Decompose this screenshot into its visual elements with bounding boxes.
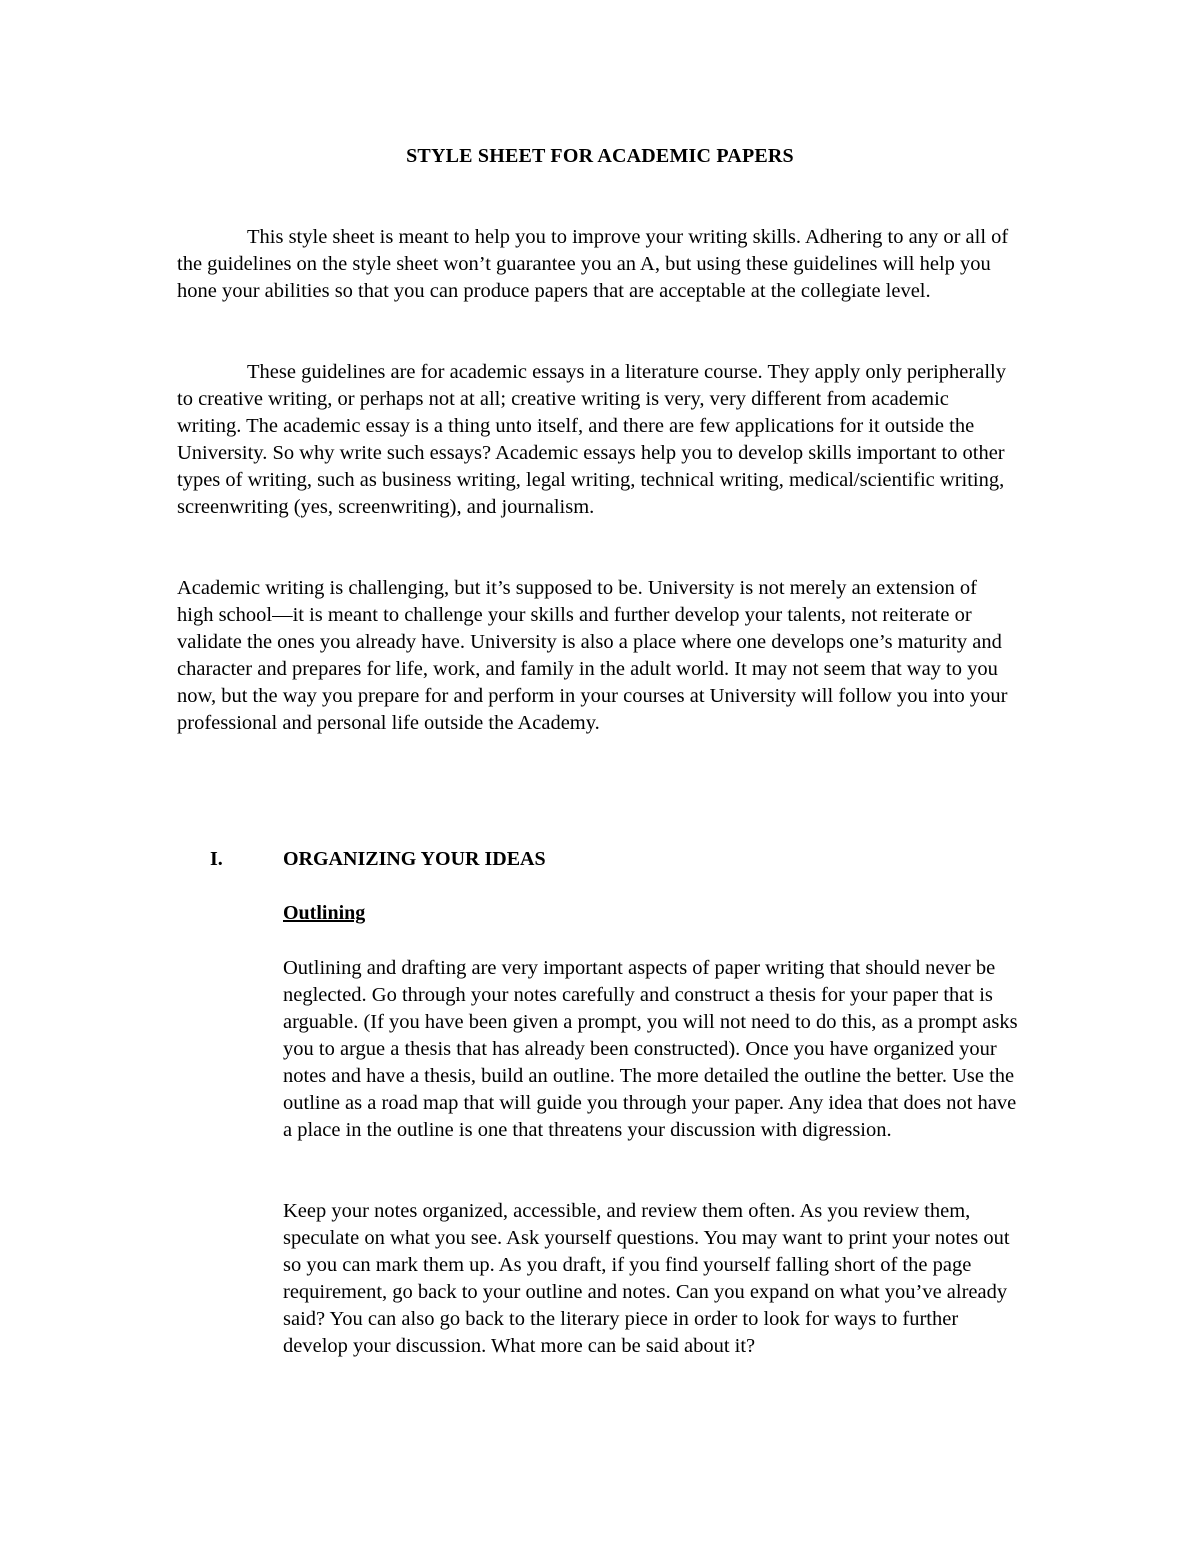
section-paragraph-1: Outlining and drafting are very important aspects of paper writing that should never be neglected. Go through your notes carefully and construct a thesis for your paper that is arguable. (If you have been given a prompt, you will not need to do this, as a prompt asks you to argue a thesis that has already been constructed). Once you have organized your notes and have a thesis, build an outline. The more detailed the outline the better. Use the outline as a road map that will guide you through your paper. Any idea that does not have a place in the outline is one that threatens your discussion with digression. — [283, 957, 1018, 1141]
intro-paragraph-2: These guidelines are for academic essays in a literature course. They apply only peripherally to creative writing, or perhaps not at all; creative writing is very, very different from academic writing. The academic essay is a thing unto itself, and there are few applications for it outside the University. So why write such essays? Academic essays help you to develop skills important to other types of writing, such as business writing, legal writing, technical writing, medical/scientific writing, screenwriting (yes, screenwriting), and journalism. — [177, 361, 1006, 518]
document-title: STYLE SHEET FOR ACADEMIC PAPERS — [406, 145, 794, 167]
section-paragraph-2: Keep your notes organized, accessible, and review them often. As you review them, speculate on what you see. Ask yourself questions. You may want to print your notes out so you can mark them up. As you draft, if you find yourself falling short of the page requirement, go back to your outline and notes. Can you expand on what you’ve already said? You can also go back to the literary piece in order to look for ways to further develop your discussion. What more can be said about it? — [283, 1200, 1010, 1357]
intro-paragraph-3: Academic writing is challenging, but it’s supposed to be. University is not merely an extension of high school—it is meant to challenge your skills and further develop your talents, not reiterate or validate the ones you already have. University is also a place where one develops one’s maturity and character and prepares for life, work, and family in the adult world. It may not seem that way to you now, but the way you prepare for and perform in your courses at University will follow you into your professional and personal life outside the Academy. — [177, 577, 1008, 734]
section-title: ORGANIZING YOUR IDEAS — [283, 848, 546, 870]
section-number: I. — [210, 848, 223, 870]
subheading-outlining: Outlining — [283, 902, 366, 924]
intro-paragraph-1: This style sheet is meant to help you to improve your writing skills. Adhering to any or all of the guidelines on the style sheet won’t guarantee you an A, but using these guidelines will help you hone your abilities so that you can produce papers that are acceptable at the collegiate level. — [177, 226, 1009, 302]
